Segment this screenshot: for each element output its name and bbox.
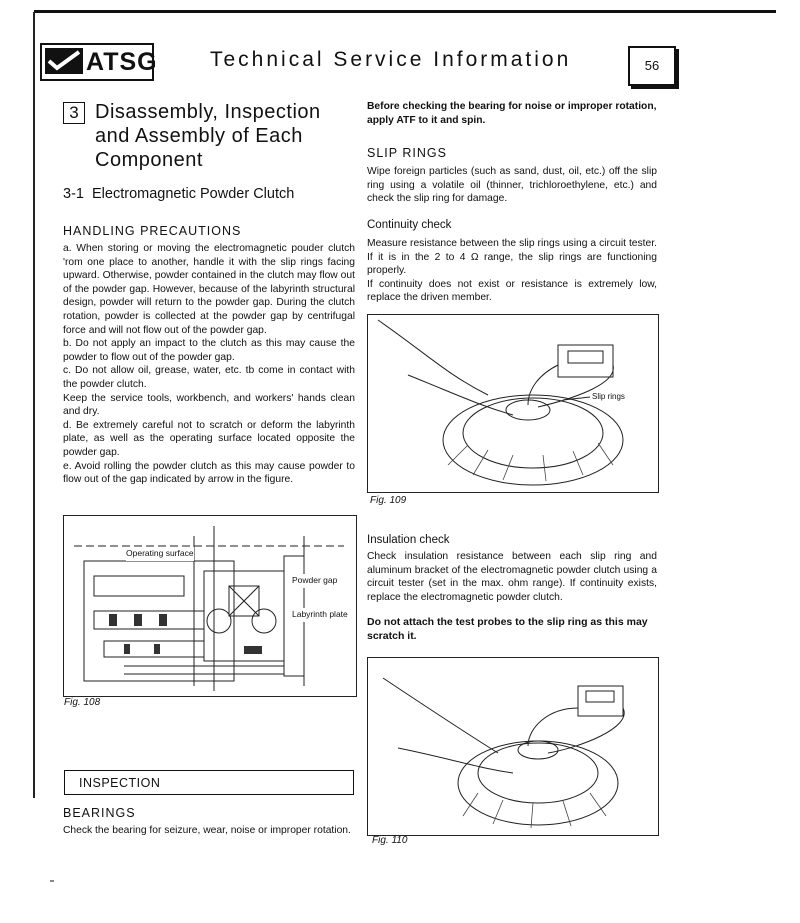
page-number: 56: [628, 46, 676, 86]
handling-paragraph: a. When storing or moving the electromagnetic pouder clutch 'rom one place to another, handle it with the slip rings facing upward. Otherwise, powder contained in the clutch may flow out of the powder gap. However, because of the labyrinth structural design, powder will return to the powder gap. During the clutch rotation, powder is collected at the powder gap by centrifugal force and will not flow out of the powder gap.: [63, 243, 355, 336]
handling-heading: HANDLING PRECAUTIONS: [63, 224, 242, 238]
figure-110-caption: Fig. 110: [372, 835, 408, 846]
warning-text: Do not attach the test probes to the slip ring as this may scratch it.: [367, 616, 648, 642]
insulation-test-drawing: [368, 658, 658, 835]
inspection-box-title: INSPECTION: [64, 770, 354, 795]
handling-paragraph: c. Do not allow oil, grease, water, etc. tb come in contact with the powder clutch.: [63, 365, 355, 390]
slip-rings-text: Wipe foreign particles (such as sand, dust, oil, etc.) off the slip ring using a volatile oil (thinner, trichloroethylene, etc.) and check the slip ring for damage.: [367, 166, 657, 205]
insulation-heading: Insulation check: [367, 534, 450, 546]
section-title-line: Component: [95, 149, 203, 171]
label-slip-rings: Slip rings: [592, 392, 625, 401]
slip-rings-heading: SLIP RINGS: [367, 146, 447, 160]
section-title-line: and Assembly of Each: [95, 125, 303, 147]
scan-speck: [50, 880, 54, 882]
continuity-paragraph: If continuity does not exist or resistance is extremely low, replace the driven member.: [367, 278, 657, 304]
label-operating-surface: Operating surface: [126, 547, 194, 561]
continuity-text: [367, 237, 657, 305]
section-number: 3: [63, 102, 85, 124]
bearings-heading: BEARINGS: [63, 806, 136, 820]
top-rule: [34, 10, 776, 13]
continuity-paragraph: Measure resistance between the slip rings using a circuit tester. If it is in the 2 to 4 Ω range, the slip rings are functioning properly.: [367, 238, 657, 277]
check-mark-icon: [45, 48, 83, 74]
figure-110: [367, 657, 659, 836]
handling-paragraph: Keep the service tools, workbench, and workers' hands clean and dry.: [63, 392, 355, 418]
bearings-text: Check the bearing for seizure, wear, noise or improper rotation.: [63, 825, 351, 836]
section-title: [95, 100, 355, 172]
figure-108-caption: Fig. 108: [64, 697, 101, 708]
handling-body: [63, 242, 355, 487]
figure-109-caption: Fig. 109: [370, 495, 407, 506]
figure-109: [367, 314, 659, 493]
figure-108: [63, 515, 357, 697]
bearing-intro-text: Before checking the bearing for noise or improper rotation, apply ATF to it and spin.: [367, 101, 657, 126]
left-margin-rule: [33, 12, 35, 798]
section-title-line: Disassembly, Inspection: [95, 101, 321, 123]
handling-paragraph: d. Be extremely careful not to scratch or deform the labyrinth plate, as well as the operating surface located opposite the powder gap.: [63, 419, 355, 458]
subsection-title: 3-1 Electromagnetic Powder Clutch: [63, 186, 295, 202]
logo-text: ATSG: [86, 48, 158, 76]
insulation-text: Check insulation resistance between each slip ring and aluminum bracket of the electromagnetic powder clutch using a circuit tester (set in the max. ohm range). If continuity exists, replace the electromagnetic powder clutch.: [367, 551, 657, 603]
continuity-heading: Continuity check: [367, 219, 452, 231]
handling-paragraph: b. Do not apply an impact to the clutch as this may cause the powder to flow out of the powder gap.: [63, 338, 355, 363]
handling-paragraph: e. Avoid rolling the powder clutch as this may cause powder to flow out of the gap indicated by arrow in the figure.: [63, 460, 355, 486]
clutch-cross-section-drawing: [64, 516, 356, 696]
label-powder-gap: Powder gap: [292, 574, 337, 588]
atsg-logo: [40, 43, 158, 81]
page-header-title: Technical Service Information: [210, 48, 572, 71]
label-labyrinth-plate: Labyrinth plate: [292, 608, 348, 622]
